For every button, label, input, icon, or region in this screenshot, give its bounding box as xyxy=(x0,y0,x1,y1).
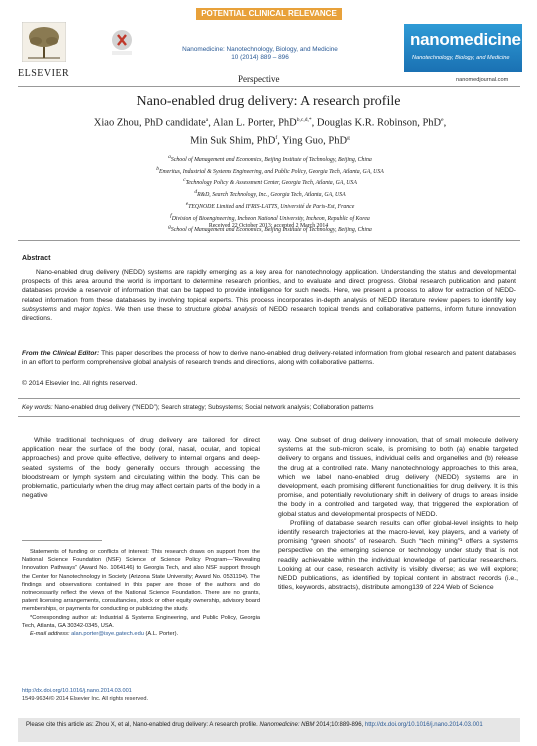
doi-block xyxy=(22,687,148,703)
issn-line: 1549-9634/© 2014 Elsevier Inc. All rights reserved. xyxy=(22,696,149,702)
keywords-divider-bottom xyxy=(18,416,520,417)
body-paragraph: way. One subset of drug delivery innovation, that of small molecule delivery systems at the sub-micron scale, is promising to both (a) enable targeted delivery to organs and tissues, individual cells and organelles and (b) release the drug at a controlled rate. Many nanotechnology approaches to this area, which we label nano-enabled drug delivery (NEDD) systems are in development, each promising different functionalities for drug delivery. It is this promise, and potentially revolutionary shift in delivery of drugs to areas inside the body in a controlled and targeted way, that triggered the exploration of global status and developmental prospects of NEDD. xyxy=(278,437,518,518)
citation-text: Please cite this article as: Zhou X, et al, Nano-enabled drug delivery: A research profile. Nanomedicine: NBM 2014;10:889-896, http://dx.doi.org/10.1016/j.nano.2014.03.001 xyxy=(26,722,483,728)
received-dates: Received 22 October 2013; accepted 2 March 2014 xyxy=(208,223,329,229)
journal-logo-subtitle: Nanotechnology, Biology, and Medicine xyxy=(412,55,510,61)
author-list xyxy=(60,113,480,148)
affiliation-item: cTechnology Policy & Assessment Center, Georgia Tech, Atlanta, GA, USA xyxy=(183,177,357,187)
affiliation-item: bEmeritus, Industrial & Systems Engineering, and Public Policy, Georgia Tech, Atlanta, GA, USA xyxy=(156,165,384,175)
footnotes xyxy=(22,548,260,638)
body-paragraph: While traditional techniques of drug delivery are tailored for direct application near the surface of the body (oral, nasal, ocular, and topical approaches) and prove quite effective, delivery to internal organs and deep-seated systems of the body generally occurs through accessing the bloodstream or lymph system and circulating within the body. This can be problematic, particularly when the drug may affect certain parts of the body in a negative xyxy=(22,437,260,500)
email-link[interactable]: alan.porter@isye.gatech.edu xyxy=(69,631,144,638)
email-line: E-mail address: alan.porter@isye.gatech.edu (A.L. Porter). xyxy=(30,631,179,638)
corresponding-author: *Corresponding author at: Industrial & Systems Engineering, and Public Policy, Georgia Tech, Atlanta, GA 30342-0345, USA. xyxy=(22,614,260,629)
journal-logo xyxy=(404,24,522,72)
journal-citation xyxy=(160,46,360,62)
crossmark-icon[interactable] xyxy=(108,28,136,56)
abstract-heading: Abstract xyxy=(22,255,51,262)
elsevier-tree-logo xyxy=(22,22,66,62)
body-column-left xyxy=(22,436,260,500)
doi-link[interactable]: http://dx.doi.org/10.1016/j.nano.2014.03.001 xyxy=(22,688,132,694)
affiliation-item: fDivision of Bioengineering, Incheon National University, Incheon, Republic of Korea xyxy=(170,212,370,222)
journal-logo-title: nanomedicine xyxy=(410,30,521,49)
funding-note: Statements of funding or conflicts of interest: This research draws on support from the National Science Foundation (NSF) Science of Science Policy Program—“Revealing Innovation Pathways” (Award No. 1064146) to Georgia Tech, and also NSF support through the Center for Nanotechnology in Society (Arizona State University; Award No. 0531194). The findings and observations contained in this paper are those of the authors and do notnecessarily reflect the views of the National Science Foundation. There are no grants, patent licensing arrangements, consultancies, stock or other equity ownership, advisory board memberships, or payments for conducting or publicizing the study. xyxy=(22,549,260,613)
article-title: Nano-enabled drug delivery: A research profile xyxy=(136,94,401,109)
abstract-body: Nano-enabled drug delivery (NEDD) systems are rapidly emerging as a key area for nanotechnology application. Understanding the status and developmental prospects of this area around the world is important to determine research priorities, and to evaluate and direct progress. Global research publication and patent databases provide a reservoir of information that can be tapped to provide intelligence for such needs. Here, we present a process to allow for extraction of NEDD-related information from these databases by involving topical experts. This process incorporates in-depth analysis of NEDD literature review papers to identify key subsystems and major topics. We then use these to structure global analysis of NEDD research topical trends and collaborative patterns, inform future innovation directions. xyxy=(22,269,517,323)
citation-doi-link[interactable]: http://dx.doi.org/10.1016/j.nano.2014.03.001 xyxy=(364,722,483,728)
body-column-right xyxy=(278,436,518,592)
keywords: Key words: Nano-enabled drug delivery (“NEDD”); Search strategy; Subsystems; Social network analysis; Collaboration patterns xyxy=(22,404,374,411)
publisher-name: ELSEVIER xyxy=(18,68,70,79)
affiliation-item: dR&D, Search Technology, Inc., Georgia Tech, Atlanta, GA, USA xyxy=(194,189,346,199)
keywords-divider xyxy=(18,398,520,399)
header-divider xyxy=(18,86,520,87)
journal-volume: 10 (2014) 889 – 896 xyxy=(231,54,289,61)
affiliation-item: eTEQNODE Limited and IFRIS-LATTS, Université de Paris-Est, France xyxy=(185,200,355,210)
article-section: Perspective xyxy=(238,74,280,84)
clinical-editor-note: From the Clinical Editor: This paper describes the process of how to derive nano-enabled drug delivery-related information from global research and patent databases in an effort to perform comprehensive global analysis of research trends and directions, along with collaborative patterns. xyxy=(22,350,516,367)
footnote-divider xyxy=(22,540,102,541)
affiliation-item: aSchool of Management and Economics, Beijing Institute of Technology, Beijing, China xyxy=(168,154,372,163)
abstract-copyright: © 2014 Elsevier Inc. All rights reserved. xyxy=(22,380,138,387)
authors-line-2: Min Suk Shim, PhD$^f$, Ying Guo, PhD$^g$ xyxy=(190,134,350,146)
abstract-divider-top xyxy=(18,240,520,241)
clinical-relevance-banner: POTENTIAL CLINICAL RELEVANCE xyxy=(196,8,342,20)
journal-name[interactable]: Nanomedicine: Nanotechnology, Biology, and Medicine xyxy=(182,46,338,53)
affiliation-item: gSchool of Management and Economics, Beijing Institute of Technology, Beijing, China xyxy=(168,224,372,234)
journal-website[interactable]: nanomedjournal.com xyxy=(456,77,509,83)
body-paragraph: Profiling of database search results can offer global-level insights to help identify research trajectories at the macro-level, key players, and a variety of promising “green shoots” of research. Such “tech mining”¹ offers a systems perspective on the emerging science or technology under study that is not readily achievable within the individual knowledge of particular researchers. Looking at our case, research activity is visibly diverse; as we will explore; NEDD publications, as identified by topical content in abstract records (i.e., titles, keywords, abstracts), distribute among139 of 224 Web of Science xyxy=(278,519,518,592)
authors-line-1: Xiao Zhou, PhD candidate$^a$, Alan L. Porter, PhD$^{b,c,d,*}$, Douglas K.R. Robinson, PhD$^e$, xyxy=(93,117,447,129)
